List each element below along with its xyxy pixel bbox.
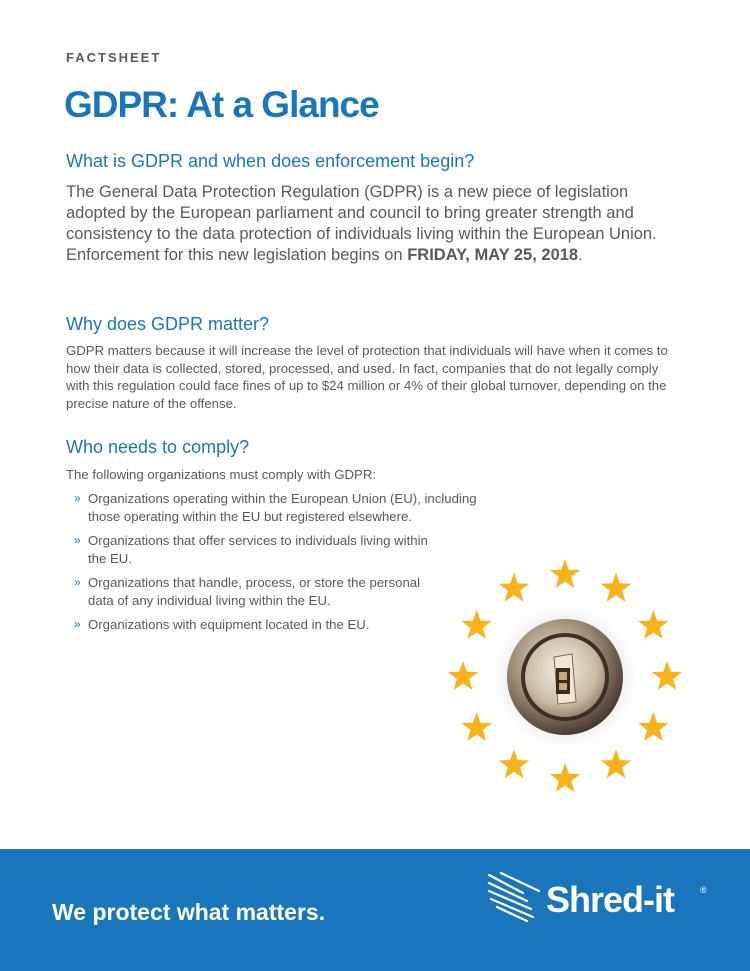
shred-lines-icon [487,871,543,923]
brand-logo: Shred-it [546,879,675,920]
section-heading-who-comply: Who needs to comply? [66,437,250,457]
list-item [74,490,508,525]
star-icon [550,763,580,792]
eu-stars-keyhole-graphic [440,552,690,802]
chevron-right-icon: » [74,617,81,631]
keyhole-icon [507,619,623,735]
star-icon [638,712,668,741]
star-icon [638,610,668,639]
star-icon [499,573,529,602]
footer-tagline: We protect what matters. [52,899,326,925]
chevron-right-icon: » [74,533,81,547]
page-title: GDPR: At a Glance [64,84,379,125]
star-icon [601,573,631,602]
star-icon [652,661,682,690]
enforcement-date: FRIDAY, MAY 25, 2018 [407,246,579,264]
star-icon [461,712,491,741]
chevron-right-icon: » [74,575,81,589]
star-icon [499,749,529,778]
list-item-text: Organizations that offer services to individuals living within the EU. [88,533,428,566]
star-icon [550,559,580,588]
list-item-text: Organizations that handle, process, or store the personal data of any individual living within the EU. [88,575,421,608]
date-suffix: . [578,246,583,264]
section-heading-what-is-gdpr: What is GDPR and when does enforcement begin? [66,151,475,171]
footer-banner [0,849,750,971]
list-item [74,574,438,609]
section-text-what-is-gdpr [66,182,666,266]
intro-text: The General Data Protection Regulation (GDPR) is a new piece of legislation adopted by the European parliament and council to bring greater strength and consistency to the data protection of individuals living within the European Union. Enforcement for this new legislation begins on [66,183,657,264]
section-text-why-matter: GDPR matters because it will increase the level of protection that individuals will have when it comes to how their data is collected, stored, processed, and used. In fact, companies that do not legally comply with this regulation could face fines of up to $24 million or 4% of their global turnover, depending on the precise nature of the offense. [66,343,668,411]
list-item-text: Organizations with equipment located in the EU. [88,617,370,632]
star-icon [448,661,478,690]
chevron-right-icon: » [74,491,81,505]
list-item-text: Organizations operating within the European Union (EU), including those operating within the EU but registered elsewhere. [88,491,477,524]
list-item [74,616,488,634]
star-icon [461,610,491,639]
list-item [74,532,433,567]
factsheet-label: FACTSHEET [66,50,162,65]
registered-mark: ® [700,885,707,895]
star-icon [601,749,631,778]
section-intro-who-comply: The following organizations must comply with GDPR: [66,467,377,482]
section-heading-why-matter: Why does GDPR matter? [66,314,270,334]
